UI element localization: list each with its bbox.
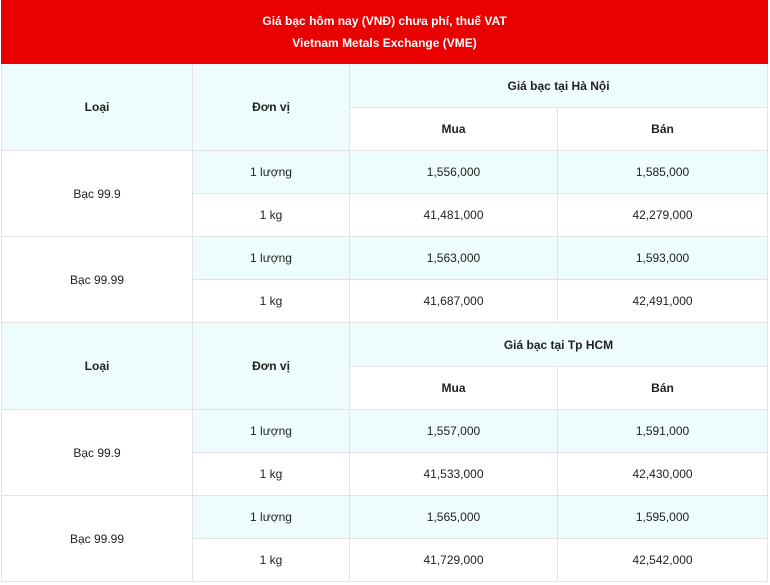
table-row — [2, 410, 768, 453]
column-header-sell: Bán — [558, 108, 768, 151]
unit-cell: 1 lượng — [193, 237, 350, 280]
column-header-unit: Đơn vị — [193, 323, 350, 410]
buy-price-cell: 41,687,000 — [350, 280, 558, 323]
table-title-line2: Vietnam Metals Exchange (VME) — [292, 36, 477, 50]
unit-cell: 1 kg — [193, 194, 350, 237]
unit-cell: 1 kg — [193, 280, 350, 323]
silver-price-table-container — [1, 0, 767, 582]
unit-cell: 1 lượng — [193, 496, 350, 539]
unit-cell: 1 lượng — [193, 151, 350, 194]
column-header-sell: Bán — [558, 367, 768, 410]
column-header-buy: Mua — [350, 367, 558, 410]
product-name: Bạc 99.99 — [2, 237, 193, 323]
unit-cell: 1 kg — [193, 453, 350, 496]
sell-price-cell: 42,491,000 — [558, 280, 768, 323]
column-header-type: Loại — [2, 64, 193, 151]
sell-price-cell: 42,542,000 — [558, 539, 768, 582]
sell-price-cell: 42,279,000 — [558, 194, 768, 237]
sell-price-cell: 1,591,000 — [558, 410, 768, 453]
buy-price-cell: 1,563,000 — [350, 237, 558, 280]
product-name: Bạc 99.9 — [2, 410, 193, 496]
column-header-type: Loại — [2, 323, 193, 410]
unit-cell: 1 kg — [193, 539, 350, 582]
section-header-row-hanoi — [2, 64, 768, 108]
sell-price-cell: 1,585,000 — [558, 151, 768, 194]
column-header-buy: Mua — [350, 108, 558, 151]
buy-price-cell: 1,565,000 — [350, 496, 558, 539]
buy-price-cell: 41,533,000 — [350, 453, 558, 496]
table-title-line1: Giá bạc hôm nay (VNĐ) chưa phí, thuế VAT — [262, 14, 507, 28]
section-header-row-hcm — [2, 323, 768, 367]
sell-price-cell: 1,595,000 — [558, 496, 768, 539]
table-row — [2, 237, 768, 280]
buy-price-cell: 41,481,000 — [350, 194, 558, 237]
table-row — [2, 496, 768, 539]
column-header-unit: Đơn vị — [193, 64, 350, 151]
buy-price-cell: 41,729,000 — [350, 539, 558, 582]
sell-price-cell: 42,430,000 — [558, 453, 768, 496]
region-header-hcm: Giá bạc tại Tp HCM — [350, 323, 768, 367]
unit-cell: 1 lượng — [193, 410, 350, 453]
sell-price-cell: 1,593,000 — [558, 237, 768, 280]
product-name: Bạc 99.9 — [2, 151, 193, 237]
region-header-hanoi: Giá bạc tại Hà Nội — [350, 64, 768, 108]
table-title-row — [2, 1, 768, 64]
table-row — [2, 151, 768, 194]
buy-price-cell: 1,556,000 — [350, 151, 558, 194]
table-title — [2, 1, 768, 64]
silver-price-table — [1, 0, 768, 582]
product-name: Bạc 99.99 — [2, 496, 193, 582]
buy-price-cell: 1,557,000 — [350, 410, 558, 453]
